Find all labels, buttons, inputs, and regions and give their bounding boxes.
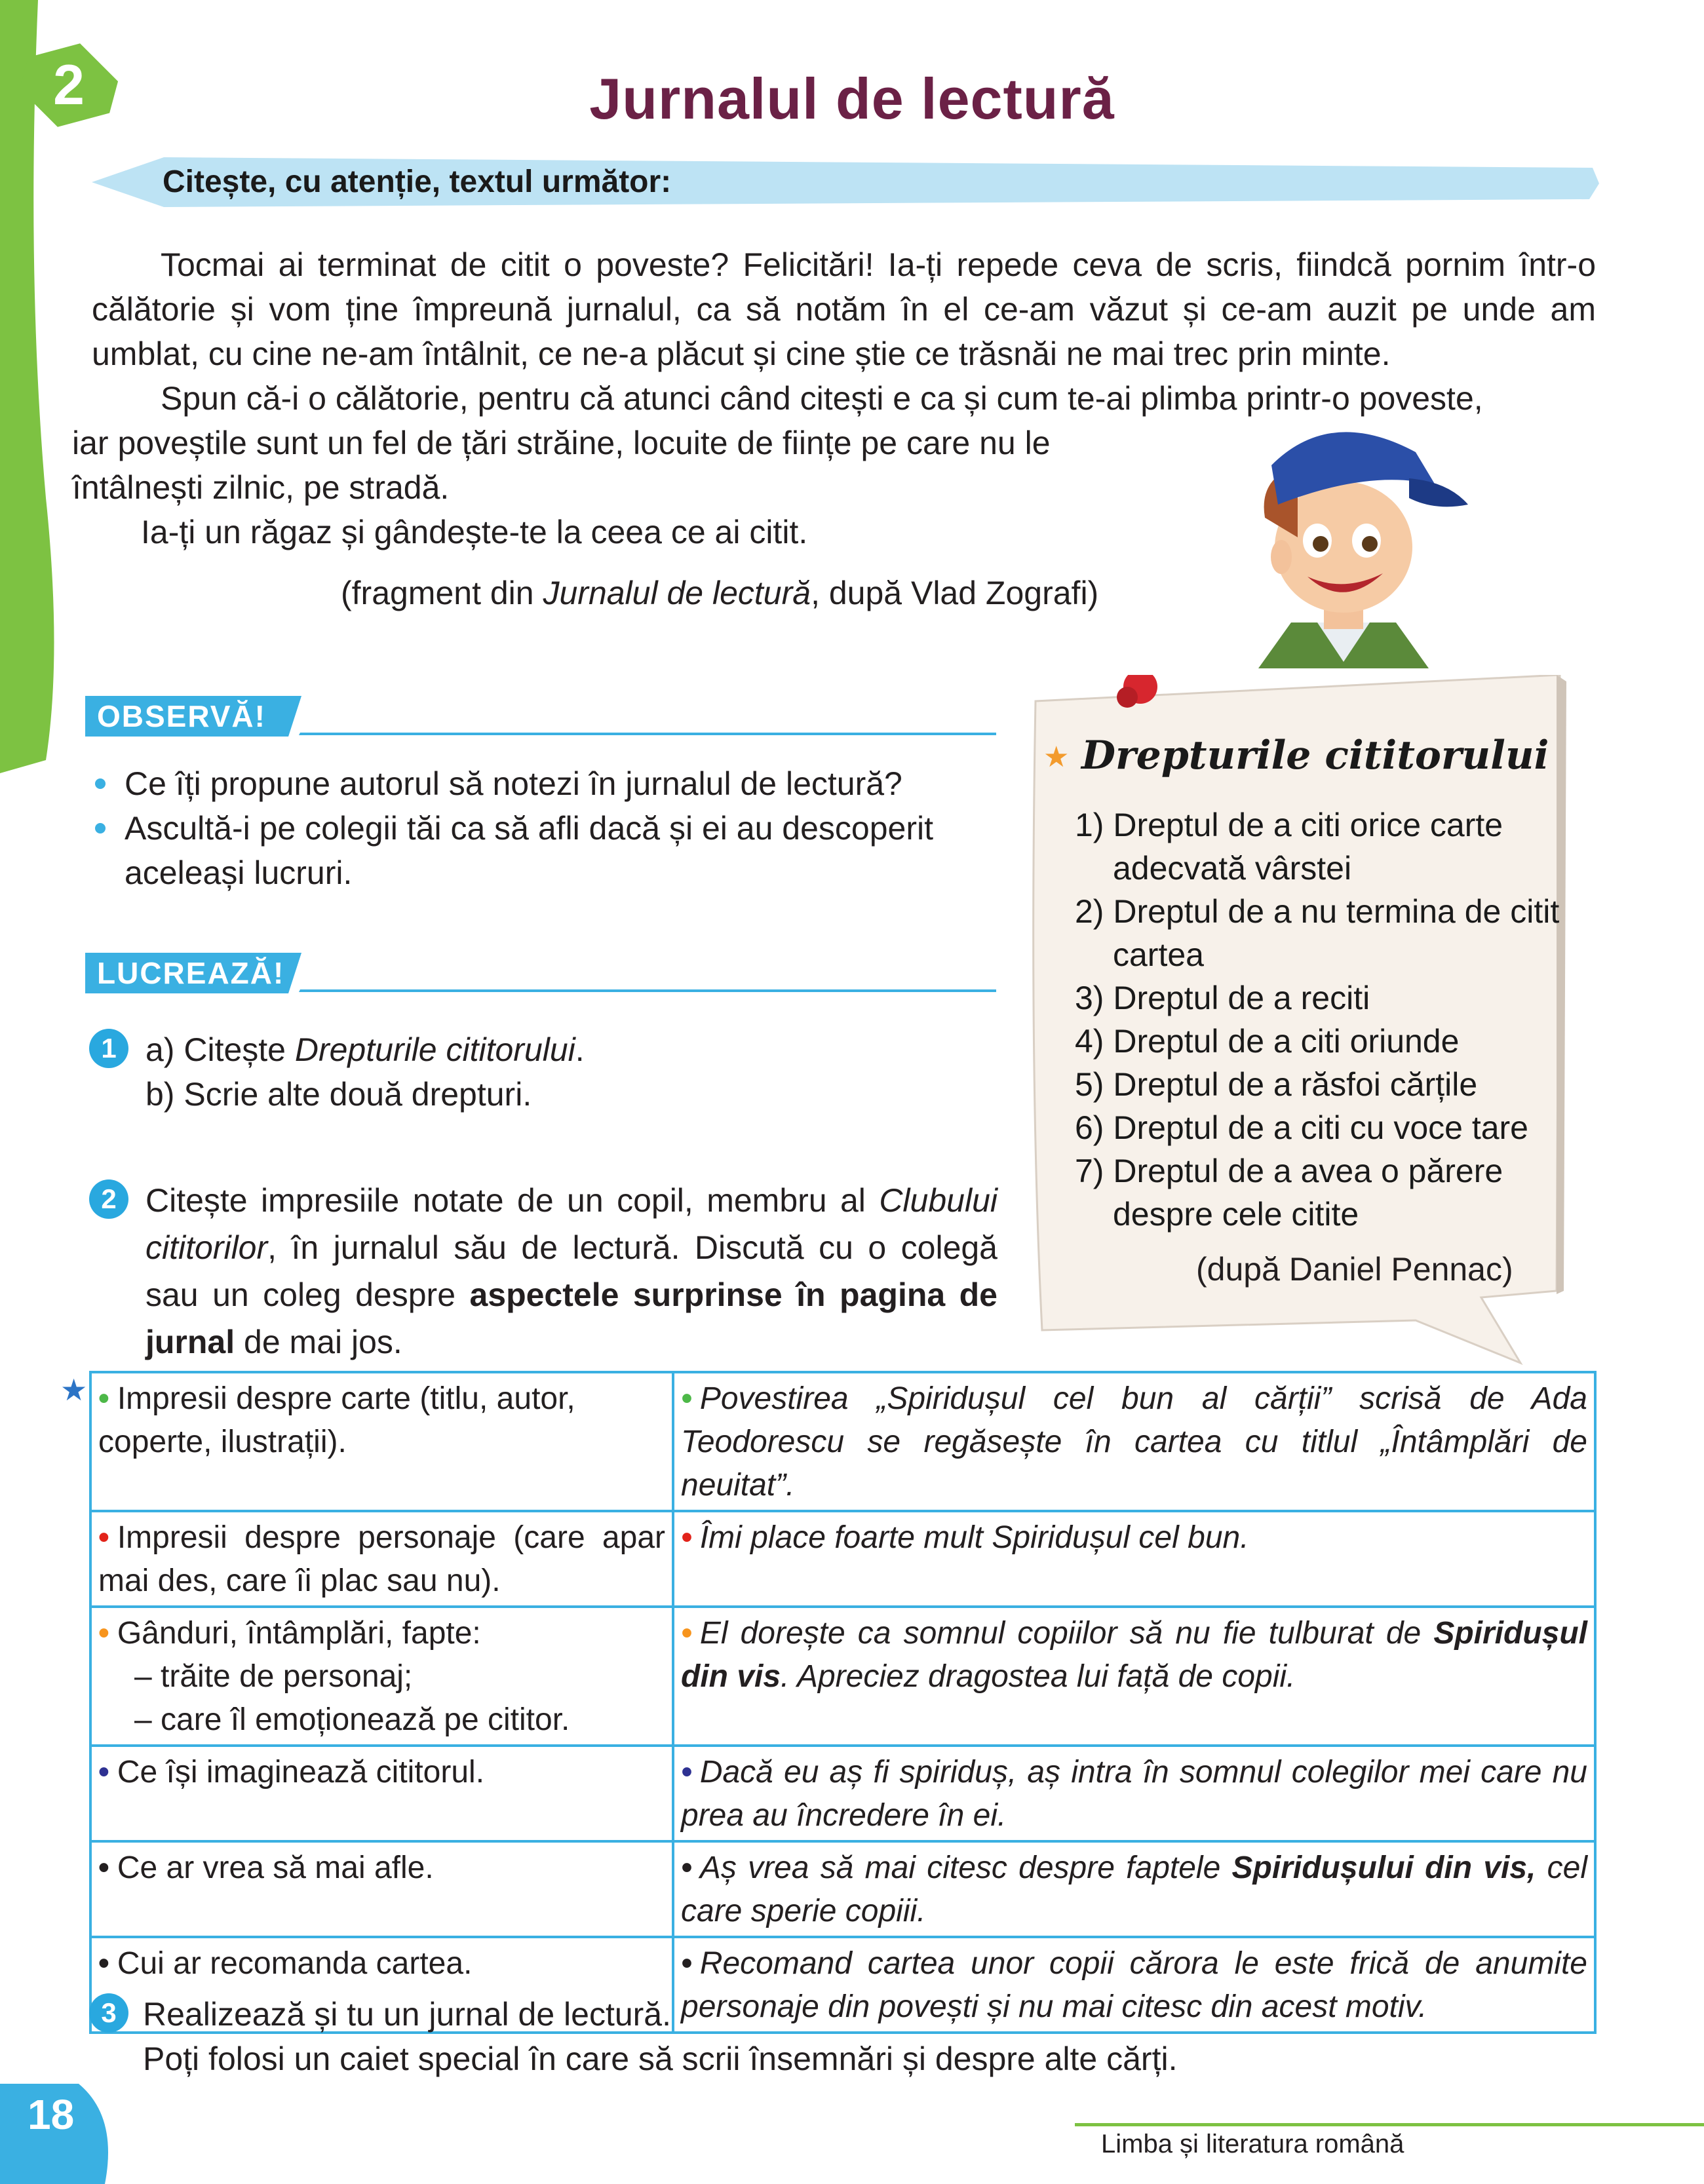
text-paragraph-1: Tocmai ai terminat de citit o poveste? Felicitări! Ia-ți repede ceva de scris, fiindcă pornim într-o călătorie și vom ține împreună jurnalul, ca să notăm în el ce-am văzut și ce-am auzit pe unde am umblat, cu cine ne-am întâlnit, ce ne-a plăcut și cine știe ce trăsnăi ne mai trec prin minte.	[92, 246, 1596, 372]
text-paragraph-2-cont: iar poveștile sunt un fel de țări străine, locuite de ființe pe care nu le	[72, 425, 1051, 461]
rights-item: 5) Dreptul de a răsfoi cărțile	[1075, 1066, 1478, 1103]
text-paragraph-2: Spun că-i o călătorie, pentru că atunci când citești e ca și cum te-ai plimba printr-o poveste,	[161, 380, 1483, 417]
rights-list	[1075, 803, 1560, 1236]
boy-illustration	[1219, 406, 1468, 681]
footer-subject: Limba și literatura română	[1101, 2130, 1404, 2158]
table-cell: • Îmi place foarte mult Spiridușul cel bun.	[673, 1511, 1595, 1607]
table-cell: • Cui ar recomanda cartea.	[90, 1937, 673, 2033]
lucreaza-label: LUCREAZĂ!	[97, 956, 285, 990]
table-row	[90, 1372, 1595, 1511]
table-row	[90, 1841, 1595, 1937]
rights-item: 1) Dreptul de a citi orice carte adecvată vârstei	[1075, 807, 1503, 887]
table-cell: • El dorește ca somnul copiilor să nu fie tulburat de Spiridușul din vis. Apreciez dragostea lui față de copii.	[673, 1607, 1595, 1746]
star-icon: ★	[1043, 741, 1070, 773]
rights-title: Drepturile cititorului	[1081, 733, 1549, 778]
lesson-number: 2	[53, 54, 85, 117]
page-title: Jurnalul de lectură	[589, 66, 1115, 131]
table-cell: • Aș vrea să mai citesc despre faptele Spiridușului din vis, cel care sperie copiii.	[673, 1841, 1595, 1937]
text-paragraph-3: Ia-ți un răgaz și gândește-te la ceea ce ai citit.	[141, 514, 808, 550]
journal-table	[89, 1371, 1597, 2034]
table-row	[90, 1607, 1595, 1746]
exercise-1b: b) Scrie alte două drepturi.	[145, 1076, 532, 1113]
table-cell: • Impresii despre carte (titlu, autor, coperte, ilustrații).	[90, 1372, 673, 1511]
exercise-3-line-1: Realizează și tu un jurnal de lectură.	[143, 1996, 672, 2033]
text-paragraph-2-end: întâlnești zilnic, pe stradă.	[72, 469, 450, 506]
exercise-3-number: 3	[89, 1993, 128, 2033]
rights-item: 4) Dreptul de a citi oriunde	[1075, 1023, 1460, 1060]
instruction-text: Citește, cu atenție, textul următor:	[163, 164, 672, 199]
table-cell: • Gânduri, întâmplări, fapte: – trăite de personaj; – care îl emoționează pe cititor.	[90, 1607, 673, 1746]
table-cell: • Dacă eu aș fi spiriduș, aș intra în somnul colegilor mei care nu prea au încredere în ei.	[673, 1746, 1595, 1841]
table-cell: • Ce își imaginează cititorul.	[90, 1746, 673, 1841]
exercise-1-number: 1	[89, 1029, 128, 1068]
page-number: 18	[28, 2091, 75, 2138]
table-cell: • Povestirea „Spiridușul cel bun al cărții” scrisă de Ada Teodorescu se regăsește în cartea cu titlul „Întâmplări de neuitat”.	[673, 1372, 1595, 1511]
text-source: (fragment din Jurnalul de lectură, după Vlad Zografi)	[341, 575, 1099, 611]
bullet-dot	[95, 778, 106, 789]
exercise-2-text: Citește impresiile notate de un copil, membru al Clubului cititorilor, în jurnalul său de lectură. Discută cu o colegă sau un coleg despre aspectele surprinse în pagina de jurnal de mai jos.	[145, 1182, 997, 1360]
table-cell: • Recomand cartea unor copii cărora le este frică de anumite personaje din povești și nu mai citesc din acest motiv.	[673, 1937, 1595, 2033]
table-cell: • Impresii despre personaje (care apar mai des, care îi plac sau nu).	[90, 1511, 673, 1607]
table-row	[90, 1746, 1595, 1841]
rights-source: (după Daniel Pennac)	[1196, 1251, 1513, 1288]
observa-item-1: Ce îți propune autorul să notezi în jurnalul de lectură?	[125, 765, 902, 802]
table-cell: • Ce ar vrea să mai afle.	[90, 1841, 673, 1937]
rights-item: 6) Dreptul de a citi cu voce tare	[1075, 1109, 1528, 1146]
observa-item-2: Ascultă-i pe colegii tăi ca să afli dacă și ei au descoperit aceleași lucruri.	[125, 810, 933, 891]
exercise-3-line-2: Poți folosi un caiet special în care să scrii însemnări și despre alte cărți.	[143, 2040, 1178, 2077]
bullet-dot	[95, 823, 106, 833]
rights-item: 7) Dreptul de a avea o părere despre cele citite	[1075, 1153, 1503, 1233]
star-icon: ★	[60, 1373, 88, 1407]
exercise-2-number: 2	[89, 1179, 128, 1219]
table-row	[90, 1511, 1595, 1607]
observa-label: OBSERVĂ!	[97, 699, 266, 733]
rights-item: 3) Dreptul de a reciti	[1075, 980, 1370, 1016]
footer-divider	[1075, 2123, 1704, 2126]
rights-item: 2) Dreptul de a nu termina de citit cartea	[1075, 893, 1560, 973]
exercise-1a: a) Citește Drepturile cititorului.	[145, 1031, 585, 1068]
